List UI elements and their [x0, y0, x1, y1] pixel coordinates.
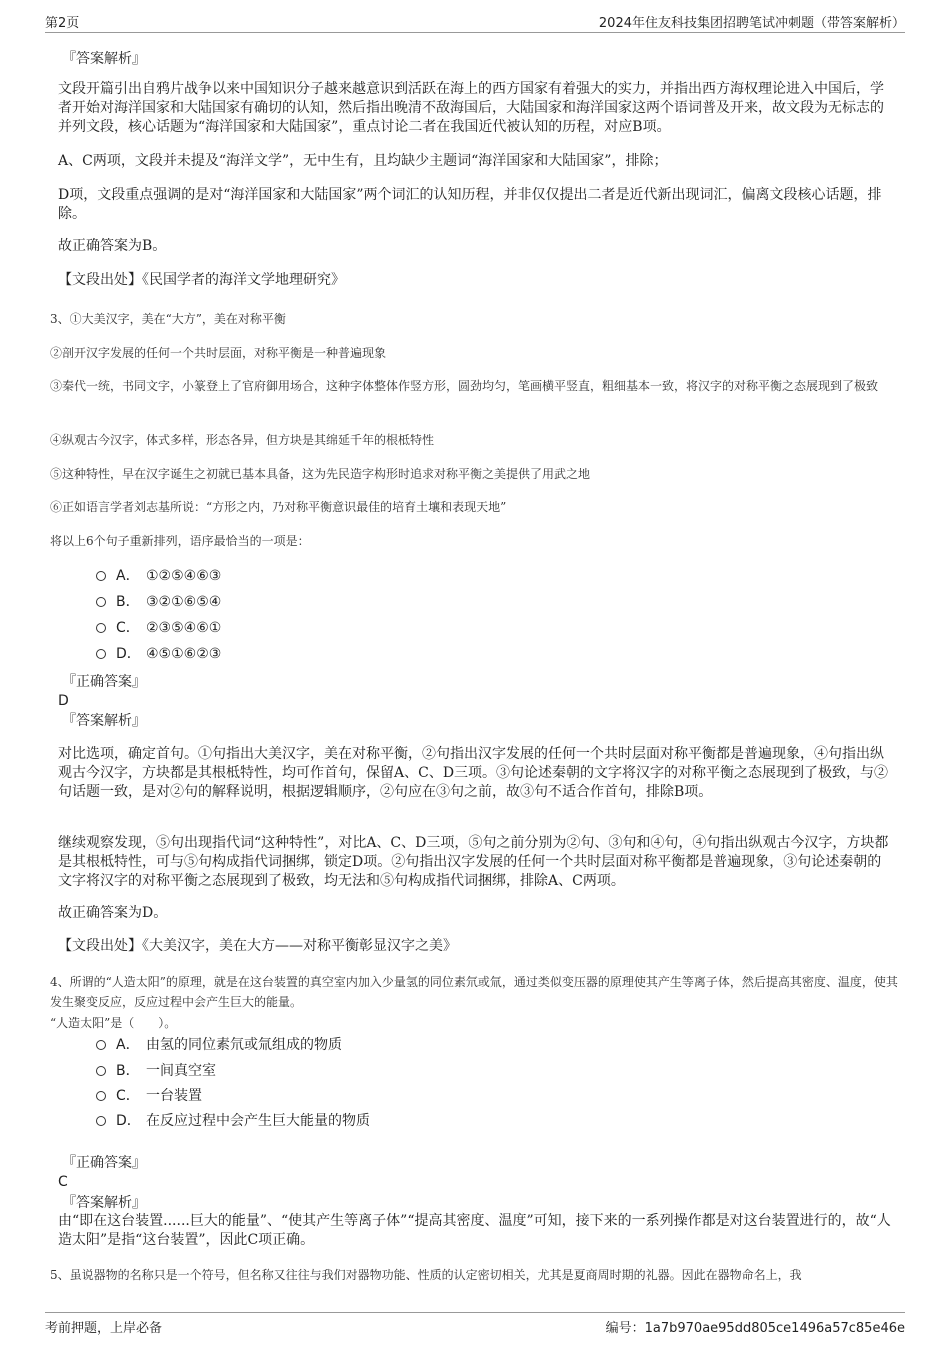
q3-correct-answer: D	[58, 693, 69, 709]
radio-icon[interactable]	[96, 597, 106, 607]
radio-icon[interactable]	[96, 623, 106, 633]
option-letter: D．	[116, 646, 141, 662]
q4-analysis-label: 『答案解析』	[62, 1195, 146, 1211]
radio-icon[interactable]	[96, 1040, 106, 1050]
radio-icon[interactable]	[96, 1116, 106, 1126]
q4-option-c[interactable]	[96, 1086, 202, 1106]
q3-option-a[interactable]	[96, 566, 221, 586]
q3-sentence-6: ⑥正如语言学者刘志基所说：“方形之内，乃对称平衡意识最佳的培育土壤和表现天地”	[50, 500, 507, 514]
q3-correct-label: 『正确答案』	[62, 674, 146, 690]
option-letter: C．	[116, 620, 140, 636]
q3-analysis-para-2: 继续观察发现，⑤句出现指代词“这种特性”，对比A、C、D三项，⑤句之前分别为②句、③句和④句，④句指出纵观古今汉字，方块都是其根柢特性，可与⑤句构成指代词捆绑，锁定D项。②句指出汉字发展的任何一个共时层面对称平衡都是普遍现象，③句论述秦朝的文字将汉字的对称平衡之态展现到了极致，均无法和⑤句构成指代词捆绑，排除A、C两项。	[58, 835, 889, 889]
option-text: ①②⑤④⑥③	[146, 568, 222, 584]
q3-analysis-para-1: 对比选项，确定首句。①句指出大美汉字，美在对称平衡，②句指出汉字发展的任何一个共时层面对称平衡都是普遍现象，④句指出纵观古今汉字，方块都是其根柢特性，均可作首句，保留A、C、D三项。③句论述秦朝的文字将汉字的对称平衡之态展现到了极致，与②句话题一致，是对②句的解释说明，根据逻辑顺序，②句应在③句之前，故③句不适合作首句，排除B项。	[58, 746, 889, 800]
q3-sentence-4: ④纵观古今汉字，体式多样，形态各异，但方块是其绵延千年的根柢特性	[50, 433, 435, 447]
option-letter: D．	[116, 1113, 141, 1129]
option-text: 一台装置	[146, 1088, 202, 1104]
footer-code-value: 1a7b970ae95dd805ce1496a57c85e46e	[644, 1321, 905, 1336]
option-letter: B．	[116, 594, 140, 610]
q3-answer-line: 故正确答案为D。	[58, 905, 168, 921]
q2-answer-line: 故正确答案为B。	[58, 238, 167, 254]
option-text: 由氢的同位素氘或氚组成的物质	[146, 1037, 342, 1053]
q3-option-c[interactable]	[96, 618, 221, 638]
q3-option-b[interactable]	[96, 592, 221, 612]
option-text: ②③⑤④⑥①	[146, 620, 222, 636]
radio-icon[interactable]	[96, 649, 106, 659]
q3-source: 【文段出处】《大美汉字，美在大方——对称平衡彰显汉字之美》	[58, 938, 457, 954]
q4-analysis: 由“即在这台装置......巨大的能量”、“使其产生等离子体”“提高其密度、温度”可知，接下来的一系列操作都是对这台装置进行的，故“人造太阳”是指“这台装置”，因此C项正确。	[58, 1213, 891, 1248]
q3-option-d[interactable]	[96, 644, 221, 664]
page-number: 第2页	[45, 16, 80, 31]
footer-code-label: 编号：	[605, 1321, 645, 1336]
q3-sentence-5: ⑤这种特性，早在汉字诞生之初就已基本具备，这为先民造字构形时追求对称平衡之美提供了用武之地	[50, 467, 591, 481]
document-title: 2024年住友科技集团招聘笔试冲刺题（带答案解析）	[598, 16, 905, 31]
q3-sentence-3: ③秦代一统，书同文字，小篆登上了官府御用场合，这种字体整体作竖方形，圆劲均匀，笔画横平竖直，粗细基本一致，将汉字的对称平衡之态展现到了极致	[50, 379, 879, 393]
option-letter: C．	[116, 1088, 140, 1104]
q4-correct-answer: C	[58, 1174, 68, 1190]
q2-analysis-label: 『答案解析』	[62, 51, 146, 67]
q3-analysis-label: 『答案解析』	[62, 713, 146, 729]
q4-option-d[interactable]	[96, 1111, 370, 1131]
q4-stem: 4、所谓的“人造太阳”的原理，就是在这台装置的真空室内加入少量氢的同位素氘或氚，通过类似变压器的原理使其产生等离子体，然后提高其密度、温度，使其发生聚变反应，反应过程中会产生巨大的能量。	[50, 975, 898, 1009]
option-letter: A．	[116, 568, 140, 584]
option-letter: B．	[116, 1063, 140, 1079]
radio-icon[interactable]	[96, 571, 106, 581]
q3-prompt: 将以上6个句子重新排列，语序最恰当的一项是：	[50, 534, 310, 548]
q4-correct-label: 『正确答案』	[62, 1155, 146, 1171]
option-text: ③②①⑥⑤④	[146, 594, 222, 610]
option-text: 在反应过程中会产生巨大能量的物质	[146, 1113, 370, 1129]
q2-analysis-para-3: D项，文段重点强调的是对“海洋国家和大陆国家”两个词汇的认知历程，并非仅仅提出二者是近代新出现词汇，偏离文段核心话题，排除。	[58, 187, 882, 222]
option-text: ④⑤①⑥②③	[146, 646, 222, 662]
q2-analysis-para-2: A、C两项，文段并未提及“海洋文学”，无中生有，且均缺少主题词“海洋国家和大陆国家”，排除；	[58, 153, 668, 169]
q4-question: “人造太阳”是（ ）。	[50, 1016, 177, 1030]
option-text: 一间真空室	[146, 1063, 216, 1079]
footer-code	[606, 1317, 905, 1336]
option-letter: A．	[116, 1037, 140, 1053]
q4-option-a[interactable]	[96, 1035, 342, 1055]
footer-slogan: 考前押题，上岸必备	[45, 1321, 163, 1336]
page-header	[45, 10, 905, 33]
q5-stem: 5、虽说器物的名称只是一个符号，但名称又往往与我们对器物功能、性质的认定密切相关，尤其是夏商周时期的礼器。因此在器物命名上，我	[50, 1268, 802, 1282]
q2-source: 【文段出处】《民国学者的海洋文学地理研究》	[58, 272, 345, 288]
page-footer	[45, 1312, 905, 1336]
radio-icon[interactable]	[96, 1091, 106, 1101]
q2-analysis-para-1: 文段开篇引出自鸦片战争以来中国知识分子越来越意识到活跃在海上的西方国家有着强大的实力，并指出西方海权理论进入中国后，学者开始对海洋国家和大陆国家有确切的认知，然后指出晚清不敌海国后，大陆国家和海洋国家这两个语词普及开来，故文段为无标志的并列文段，核心话题为“海洋国家和大陆国家”，重点讨论二者在我国近代被认知的历程，对应B项。	[58, 81, 884, 135]
q4-option-b[interactable]	[96, 1061, 216, 1081]
radio-icon[interactable]	[96, 1066, 106, 1076]
q3-sentence-1: 3、①大美汉字，美在“大方”，美在对称平衡	[50, 312, 286, 326]
q3-sentence-2: ②剖开汉字发展的任何一个共时层面，对称平衡是一种普遍现象	[50, 346, 387, 360]
